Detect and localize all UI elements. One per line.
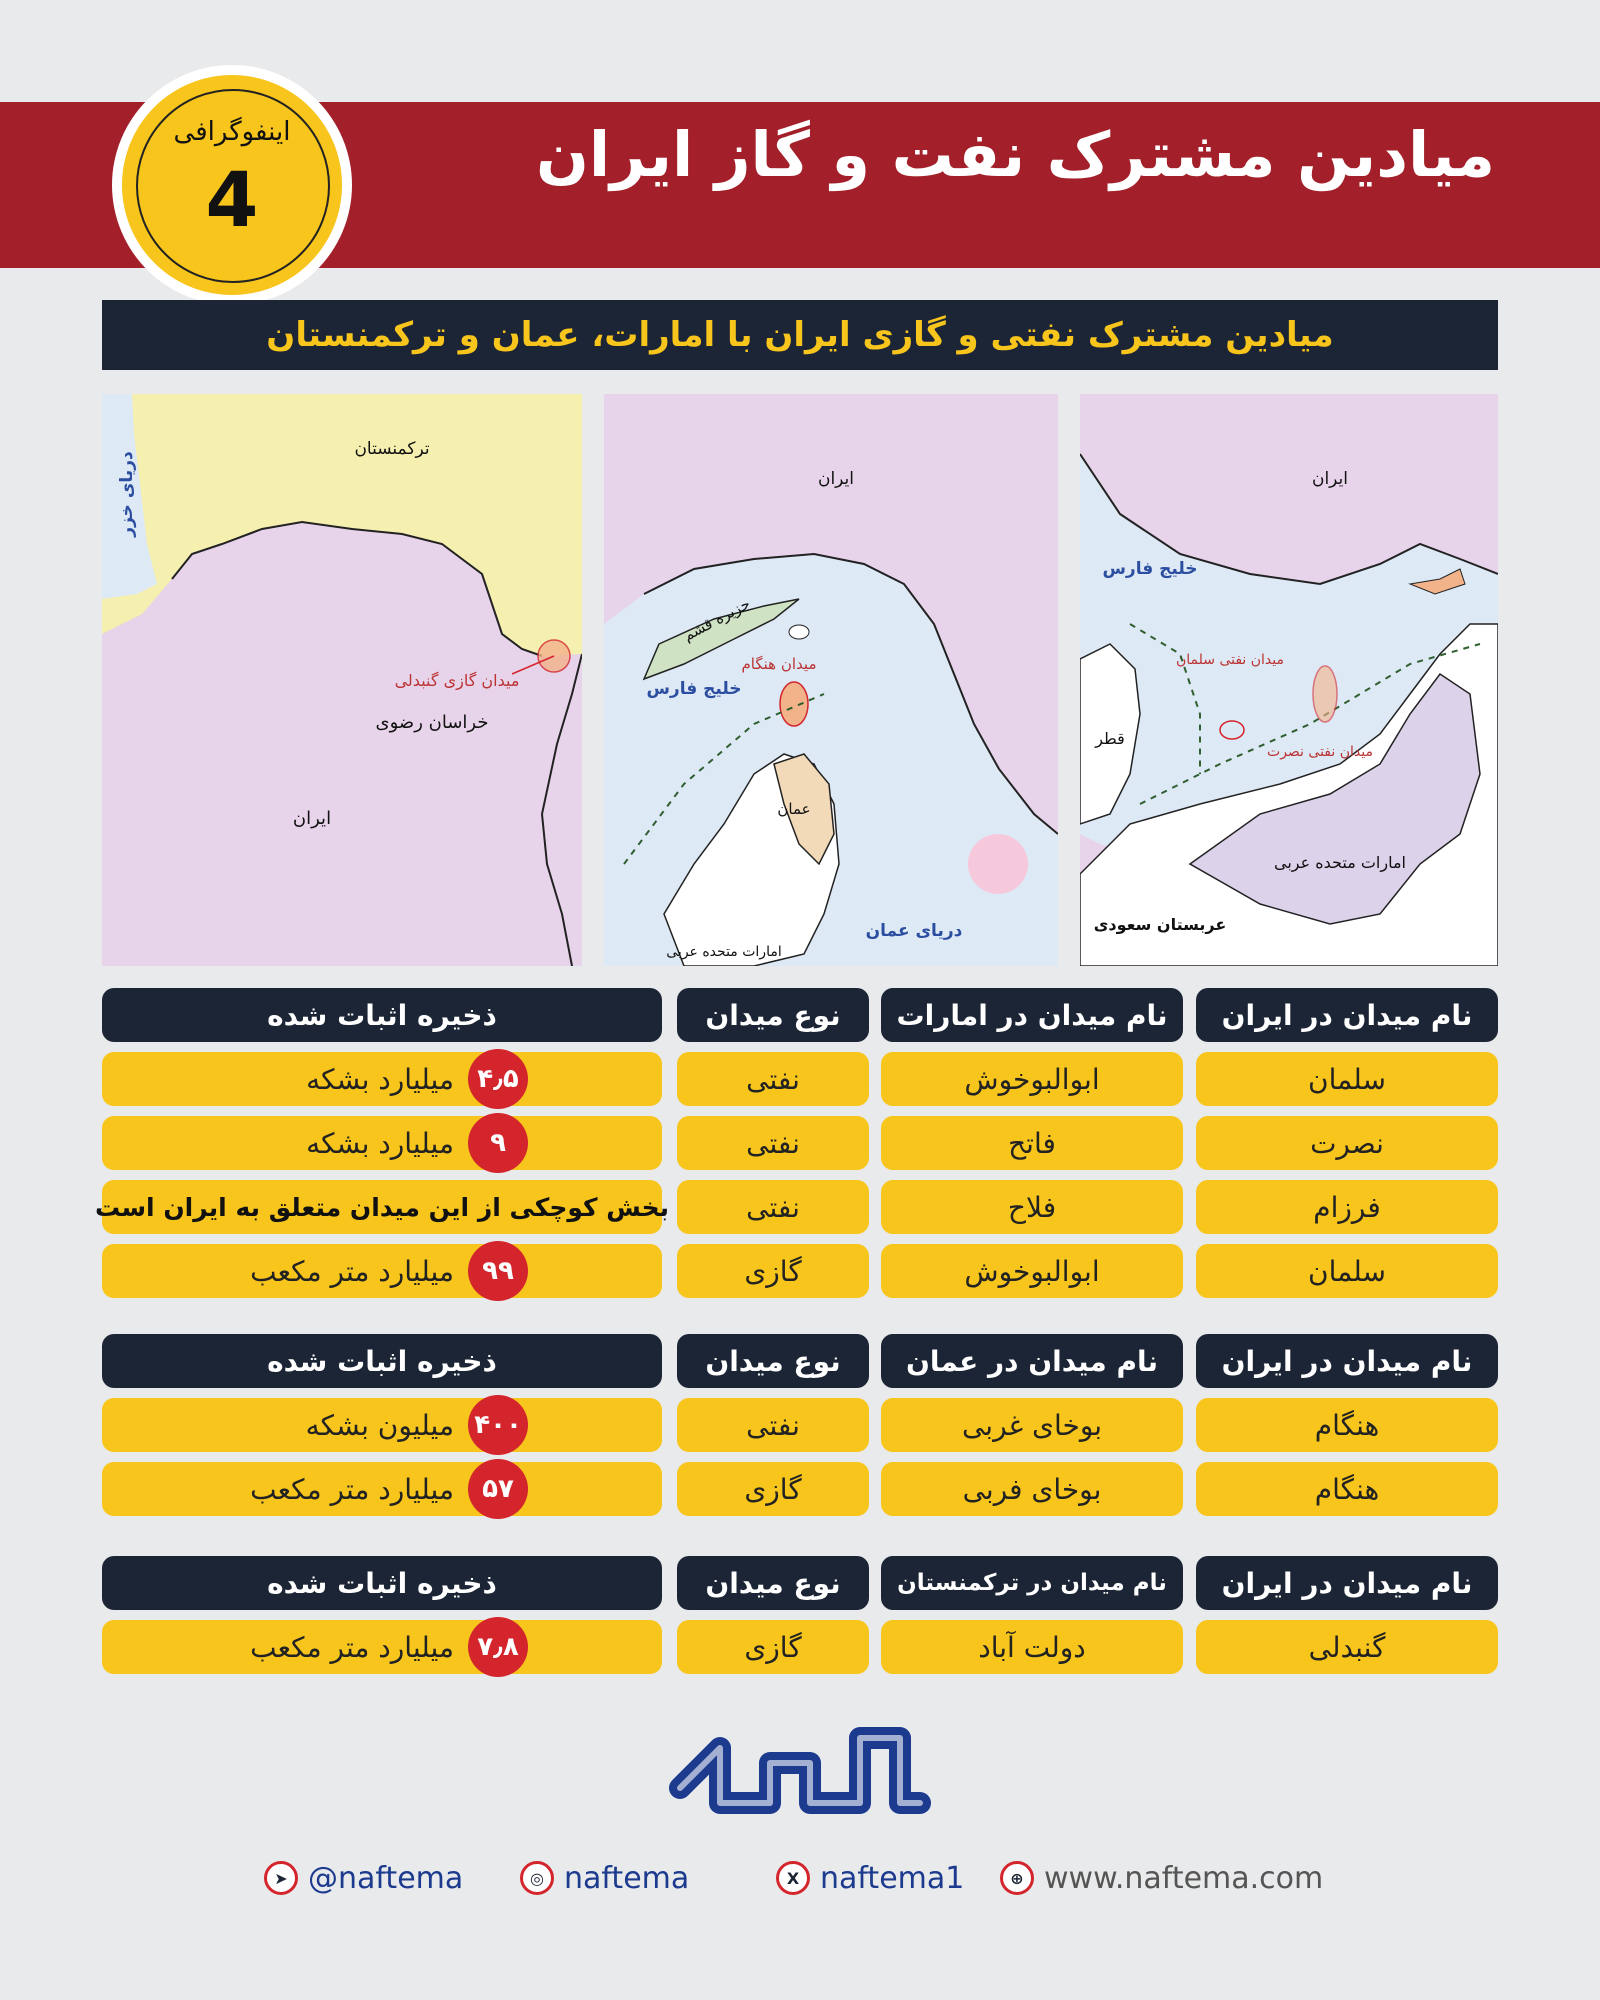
map-label-hengam-field: میدان هنگام (741, 655, 817, 673)
telegram-handle: @naftema (308, 1860, 464, 1896)
reserve-unit: میلیارد متر مکعب (250, 1630, 454, 1664)
cell-field-type: نفتی (677, 1398, 869, 1452)
map-label-turkmenistan: ترکمنستان (354, 439, 430, 459)
map-label-saudi: عربستان سعودی (1093, 915, 1227, 934)
table-row (102, 1116, 1498, 1170)
cell-reserve (102, 1620, 662, 1674)
cell-field-type: نفتی (677, 1180, 869, 1234)
cell-iran-field: هنگام (1196, 1398, 1498, 1452)
cell-reserve (102, 1052, 662, 1106)
reserve-number: ۴۰۰ (468, 1395, 528, 1455)
map-label-khorasan: خراسان رضوی (375, 712, 489, 733)
cell-field-type: نفتی (677, 1052, 869, 1106)
table-row (102, 1052, 1498, 1106)
map-label-iran-3: ایران (1311, 469, 1349, 489)
header-field-type: نوع میدان (677, 1556, 869, 1610)
header-reserve: ذخیره اثبات شده (102, 1334, 662, 1388)
cell-iran-field: هنگام (1196, 1462, 1498, 1516)
social-telegram[interactable] (264, 1858, 463, 1898)
map-label-gulf-2: خلیج فارس (646, 679, 742, 699)
instagram-icon: ◎ (520, 1861, 554, 1895)
table-row (95, 1180, 1498, 1234)
map-label-salman-field: میدان نفتی سلمان (1175, 652, 1285, 668)
cell-iran-field: نصرت (1196, 1116, 1498, 1170)
header-field-type: نوع میدان (677, 988, 869, 1042)
reserve-unit: میلیون بشکه (305, 1408, 454, 1442)
map-label-qatar: قطر (1095, 729, 1125, 748)
table-uae-header (102, 988, 1498, 1042)
header-reserve: ذخیره اثبات شده (102, 988, 662, 1042)
cell-reserve (95, 1180, 669, 1234)
social-x[interactable] (776, 1858, 964, 1898)
cell-iran-field: فرزام (1196, 1180, 1498, 1234)
cell-field-type: گازی (677, 1244, 869, 1298)
x-handle: naftema1 (820, 1860, 965, 1896)
cell-field-type: گازی (677, 1462, 869, 1516)
header-partner-field: نام میدان در عمان (881, 1334, 1183, 1388)
map-label-qeshm: جزیره قشم (680, 594, 754, 645)
header-iran-field: نام میدان در ایران (1196, 988, 1498, 1042)
cell-iran-field: سلمان (1196, 1244, 1498, 1298)
map-label-caspian: دریای خزر (117, 451, 137, 537)
map-label-uae-3: امارات متحده عربی (1274, 853, 1406, 872)
map-label-gonbadli-field: میدان گازی گنبدلی (394, 671, 520, 690)
header-reserve: ذخیره اثبات شده (102, 1556, 662, 1610)
cell-field-type: نفتی (677, 1116, 869, 1170)
table-row (102, 1620, 1498, 1674)
reserve-number: ۵۷ (468, 1459, 528, 1519)
header-partner-field: نام میدان در امارات (881, 988, 1183, 1042)
badge-number: 4 (205, 155, 259, 244)
map-label-sea-oman: دریای عمان (865, 921, 963, 941)
reserve-number: ۹۹ (468, 1241, 528, 1301)
reserve-note: بخش کوچکی از این میدان متعلق به ایران است (95, 1192, 669, 1222)
instagram-handle: naftema (564, 1860, 690, 1896)
table-row (102, 1462, 1498, 1516)
social-website[interactable] (1000, 1858, 1323, 1898)
table-turkmenistan-header (102, 1556, 1498, 1610)
cell-partner-field: ابوالبوخوش (881, 1052, 1183, 1106)
cell-reserve (102, 1462, 662, 1516)
table-row (102, 1398, 1498, 1452)
cell-partner-field: بوخای غربی (881, 1398, 1183, 1452)
cell-partner-field: فلاح (881, 1180, 1183, 1234)
cell-partner-field: فاتح (881, 1116, 1183, 1170)
map-turkmenistan (102, 394, 582, 966)
subtitle-bar: میادین مشترک نفتی و گازی ایران با امارات، عمان و ترکمنستان (102, 300, 1498, 370)
cell-partner-field: ابوالبوخوش (881, 1244, 1183, 1298)
naftema-logo (660, 1708, 940, 1828)
cell-iran-field: سلمان (1196, 1052, 1498, 1106)
header-partner-field: نام میدان در ترکمنستان (881, 1556, 1183, 1610)
social-instagram[interactable] (520, 1858, 689, 1898)
reserve-number: ۹ (468, 1113, 528, 1173)
reserve-unit: میلیارد متر مکعب (250, 1254, 454, 1288)
cell-partner-field: بوخای فربی (881, 1462, 1183, 1516)
map-label-oman: عمان (777, 800, 811, 818)
reserve-number: ۷٫۸ (468, 1617, 528, 1677)
table-oman-header (102, 1334, 1498, 1388)
map-label-iran-2: ایران (817, 469, 855, 489)
reserve-unit: میلیارد بشکه (306, 1062, 454, 1096)
map-label-iran: ایران (292, 808, 332, 829)
reserve-unit: میلیارد بشکه (306, 1126, 454, 1160)
cell-reserve (102, 1398, 662, 1452)
x-icon: X (776, 1861, 810, 1895)
header-iran-field: نام میدان در ایران (1196, 1556, 1498, 1610)
map-oman (604, 394, 1058, 966)
map-label-uae-2: امارات متحده عربی (666, 944, 782, 960)
cell-iran-field: گنبدلی (1196, 1620, 1498, 1674)
badge-label: اینفوگرافی (173, 117, 291, 147)
website-url: www.naftema.com (1044, 1860, 1324, 1896)
map-label-gulf-3: خلیج فارس (1102, 559, 1198, 579)
cell-field-type: گازی (677, 1620, 869, 1674)
map-uae (1080, 394, 1498, 966)
telegram-icon: ➤ (264, 1861, 298, 1895)
header-iran-field: نام میدان در ایران (1196, 1334, 1498, 1388)
reserve-unit: میلیارد متر مکعب (250, 1472, 454, 1506)
infographic-badge (112, 65, 352, 305)
globe-icon: ⊕ (1000, 1861, 1034, 1895)
map-label-nosrat-field: میدان نفتی نصرت (1267, 744, 1373, 760)
cell-partner-field: دولت آباد (881, 1620, 1183, 1674)
reserve-number: ۴٫۵ (468, 1049, 528, 1109)
cell-reserve (102, 1116, 662, 1170)
cell-reserve (102, 1244, 662, 1298)
table-row (102, 1244, 1498, 1298)
page-title: میادین مشترک نفت و گاز ایران (535, 118, 1495, 191)
header-field-type: نوع میدان (677, 1334, 869, 1388)
